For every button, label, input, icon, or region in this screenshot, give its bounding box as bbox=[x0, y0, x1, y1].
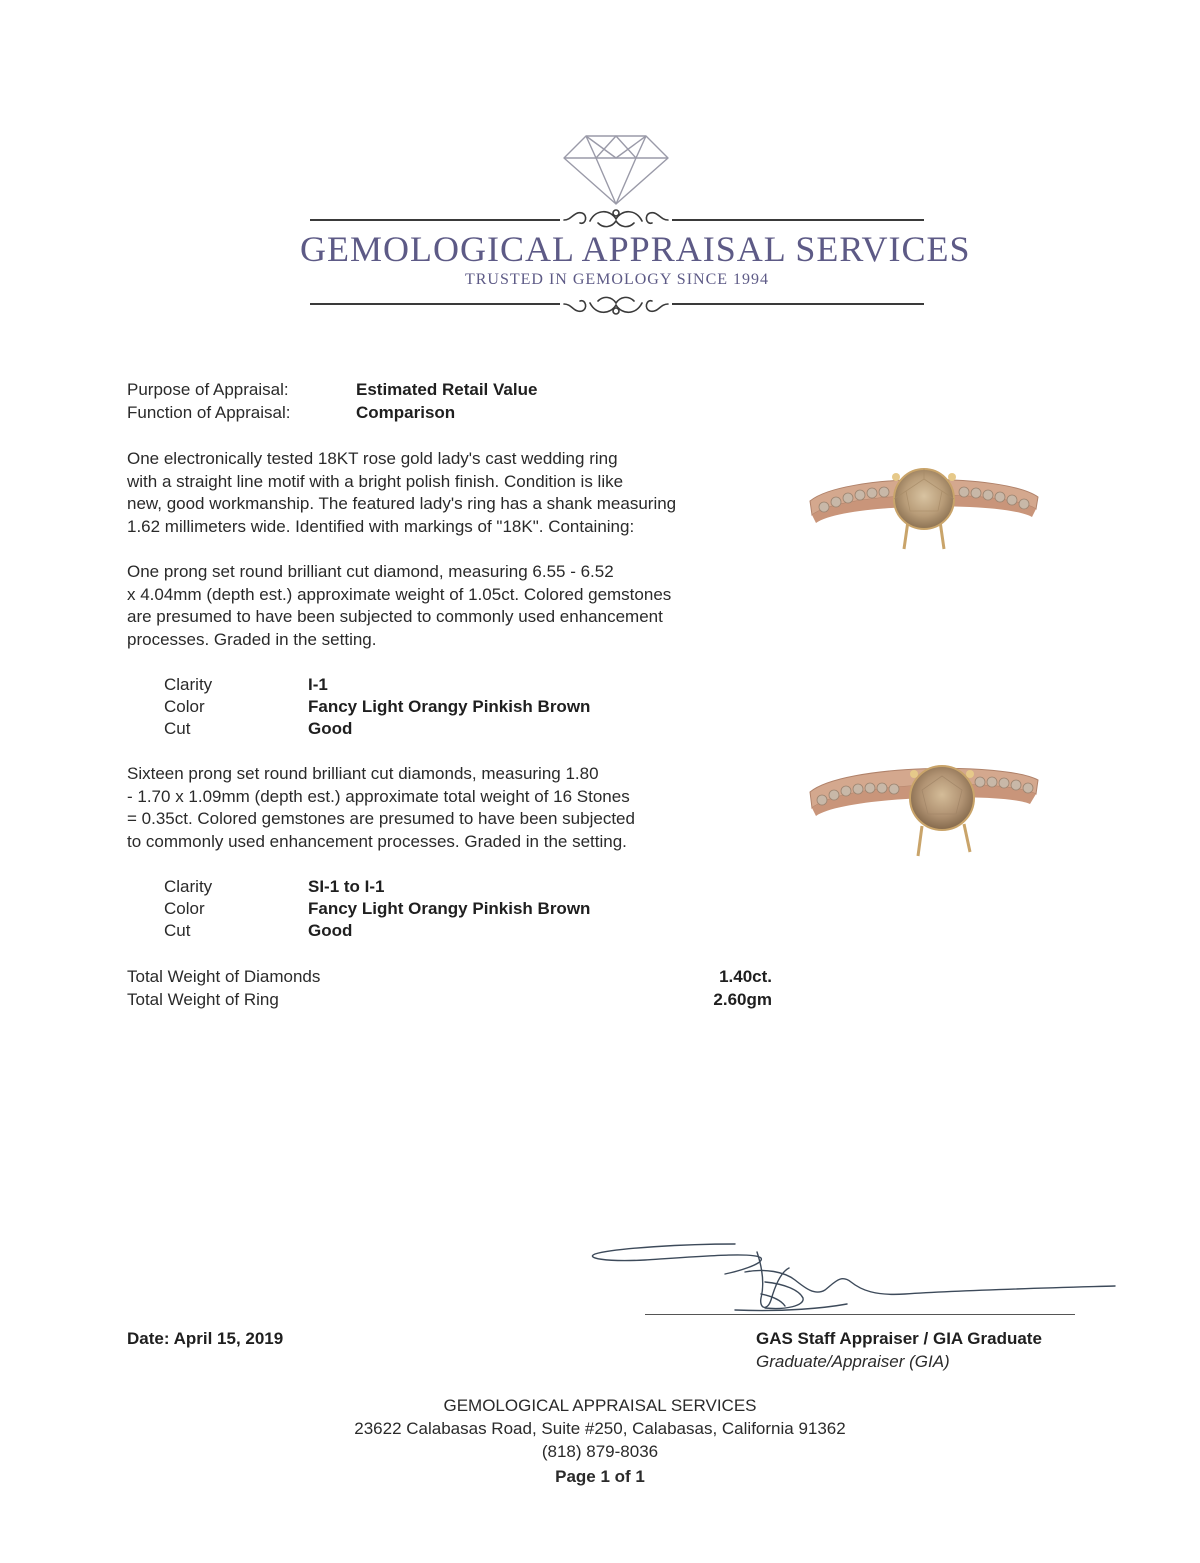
appraiser-signature bbox=[585, 1238, 1120, 1320]
footer-address: 23622 Calabasas Road, Suite #250, Calabasas, California 91362 bbox=[354, 1419, 846, 1438]
function-value: Comparison bbox=[356, 403, 456, 422]
description-line: new, good workmanship. The featured lady's ring has a shank measuring bbox=[127, 494, 677, 514]
function-label: Function of Appraisal: bbox=[127, 403, 291, 422]
side-stones-line: = 0.35ct. Colored gemstones are presumed to have been subjected bbox=[127, 809, 635, 829]
clarity-label: Clarity bbox=[164, 877, 213, 896]
footer-phone: (818) 879-8036 bbox=[541, 1442, 659, 1461]
purpose-value: Estimated Retail Value bbox=[356, 380, 538, 399]
side-stones-line: - 1.70 x 1.09mm (depth est.) approximate total weight of 16 Stones bbox=[127, 786, 630, 806]
ring-photo bbox=[804, 453, 1044, 563]
color-label: Color bbox=[164, 899, 205, 918]
appraisal-date: Date: April 15, 2019 bbox=[127, 1329, 284, 1348]
clarity-value: I-1 bbox=[308, 675, 328, 694]
cut-label: Cut bbox=[164, 921, 191, 940]
color-label: Color bbox=[164, 697, 205, 716]
total-diamonds-label: Total Weight of Diamonds bbox=[127, 967, 321, 986]
center-stone-line: are presumed to have been subjected to commonly used enhancement bbox=[127, 607, 663, 627]
total-ring-label: Total Weight of Ring bbox=[127, 990, 279, 1009]
header-rule-top-right bbox=[672, 219, 924, 221]
side-stones-description bbox=[127, 763, 635, 853]
company-tagline: TRUSTED IN GEMOLOGY SINCE 1994 bbox=[464, 271, 770, 288]
purpose-label: Purpose of Appraisal: bbox=[127, 380, 289, 399]
header-rule-top-left bbox=[310, 219, 560, 221]
ring-photo bbox=[804, 752, 1044, 862]
center-stone-line: processes. Graded in the setting. bbox=[127, 629, 377, 649]
description-line: 1.62 millimeters wide. Identified with markings of "18K". Containing: bbox=[127, 516, 635, 536]
signature-line bbox=[645, 1314, 1075, 1315]
company-title: GEMOLOGICAL APPRAISAL SERVICES bbox=[300, 229, 971, 269]
clarity-label: Clarity bbox=[164, 675, 213, 694]
color-value: Fancy Light Orangy Pinkish Brown bbox=[308, 697, 591, 716]
clarity-value: SI-1 to I-1 bbox=[308, 877, 385, 896]
flourish-ornament-icon bbox=[560, 290, 672, 320]
total-ring-value: 2.60gm bbox=[713, 990, 772, 1009]
description-line: One electronically tested 18KT rose gold lady's cast wedding ring bbox=[127, 449, 618, 468]
side-stones-line: to commonly used enhancement processes. Graded in the setting. bbox=[127, 831, 627, 851]
color-value: Fancy Light Orangy Pinkish Brown bbox=[308, 899, 591, 918]
page-number: Page 1 of 1 bbox=[555, 1467, 645, 1486]
center-stone-line: x 4.04mm (depth est.) approximate weight of 1.05ct. Colored gemstones bbox=[127, 584, 672, 604]
ring-description bbox=[127, 448, 676, 538]
side-stones-line: Sixteen prong set round brilliant cut diamonds, measuring 1.80 bbox=[127, 764, 599, 783]
description-line: with a straight line motif with a bright polish finish. Condition is like bbox=[127, 471, 624, 491]
header-rule-bottom-right bbox=[672, 303, 924, 305]
appraiser-title: GAS Staff Appraiser / GIA Graduate bbox=[756, 1329, 1042, 1348]
header-rule-bottom-left bbox=[310, 303, 560, 305]
cut-value: Good bbox=[308, 921, 353, 940]
cut-value: Good bbox=[308, 719, 353, 738]
diamond-logo-icon bbox=[556, 128, 676, 208]
cut-label: Cut bbox=[164, 719, 191, 738]
appraiser-subtitle: Graduate/Appraiser (GIA) bbox=[756, 1352, 950, 1371]
footer-company: GEMOLOGICAL APPRAISAL SERVICES bbox=[443, 1396, 757, 1415]
center-stone-line: One prong set round brilliant cut diamond, measuring 6.55 - 6.52 bbox=[127, 562, 614, 581]
center-stone-description bbox=[127, 561, 671, 651]
total-diamonds-value: 1.40ct. bbox=[719, 967, 772, 986]
